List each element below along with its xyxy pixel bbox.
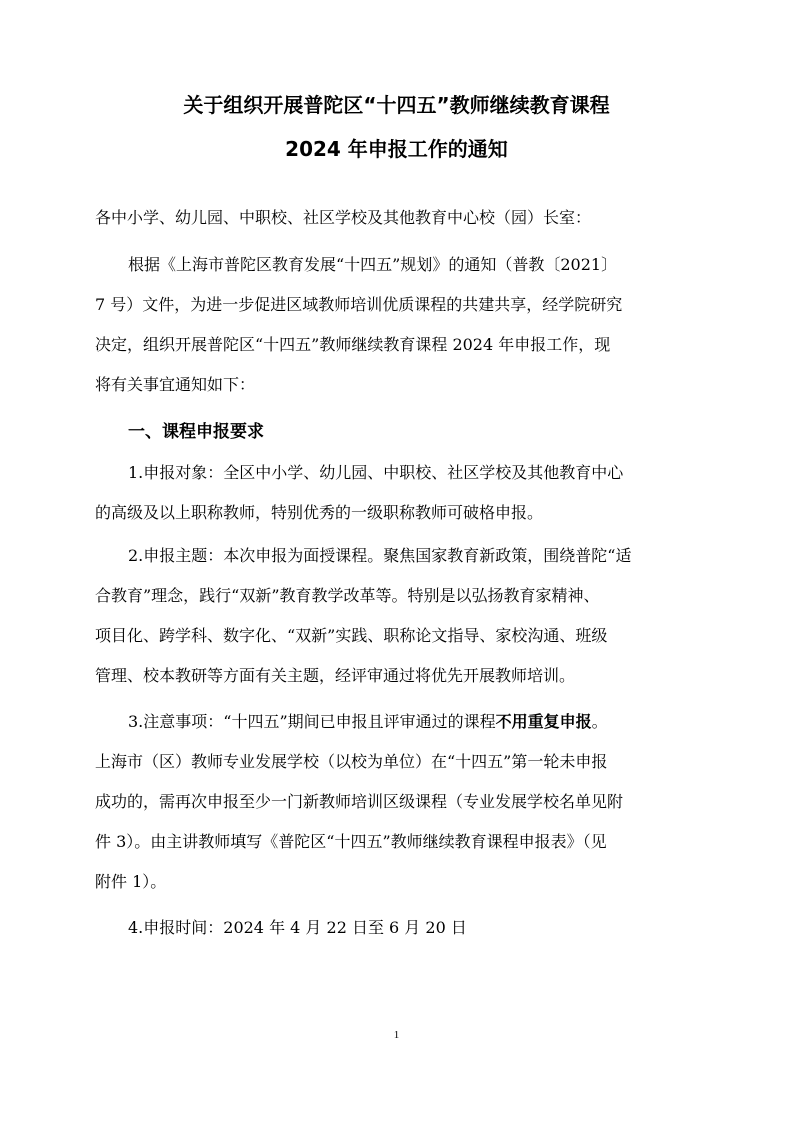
item-3-line-1-text: 3.注意事项：“十四五”期间已申报且评审通过的课程 xyxy=(128,712,496,731)
item-3-line-1-end: 。 xyxy=(591,712,608,731)
item-2-line-4: 管理、校本教研等方面有关主题，经评审通过将优先开展教师培训。 xyxy=(95,666,576,685)
item-3-line-2: 上海市（区）教师专业发展学校（以校为单位）在“十四五”第一轮未申报 xyxy=(95,752,608,771)
item-4-line-1: 4.申报时间：2024 年 4 月 22 日至 6 月 20 日 xyxy=(128,918,467,937)
intro-line-1: 根据《上海市普陀区教育发展“十四五”规划》的通知（普教〔2021〕 xyxy=(128,255,618,274)
title-line-1: 关于组织开展普陀区“十四五”教师继续教育课程 xyxy=(183,93,610,117)
title-line-2: 2024 年申报工作的通知 xyxy=(285,137,508,161)
item-3-line-3: 成功的，需再次申报至少一门新教师培训区级课程（专业发展学校名单见附 xyxy=(95,792,624,811)
page-number: 1 xyxy=(393,1029,400,1041)
intro-line-2: 7 号）文件，为进一步促进区域教师培训优质课程的共建共享，经学院研究 xyxy=(95,295,623,314)
item-1-line-2: 的高级及以上职称教师，特别优秀的一级职称教师可破格申报。 xyxy=(95,503,544,522)
item-3-line-5: 附件 1）。 xyxy=(95,872,167,891)
item-2-line-3: 项目化、跨学科、数字化、“双新”实践、职称论文指导、家校沟通、班级 xyxy=(95,626,608,645)
item-3-line-1 xyxy=(128,711,608,733)
item-3-line-4: 件 3）。由主讲教师填写《普陀区“十四五”教师继续教育课程申报表》（见 xyxy=(95,832,607,851)
section-heading: 一、课程申报要求 xyxy=(128,422,264,442)
salutation: 各中小学、幼儿园、中职校、社区学校及其他教育中心校（园）长室： xyxy=(95,208,592,227)
item-1-line-1: 1.申报对象：全区中小学、幼儿园、中职校、社区学校及其他教育中心 xyxy=(128,463,624,482)
intro-line-4: 将有关事宜通知如下： xyxy=(95,375,256,394)
item-2-line-1: 2.申报主题：本次申报为面授课程。聚焦国家教育新政策，围绕普陀“适 xyxy=(128,546,632,565)
intro-line-3: 决定，组织开展普陀区“十四五”教师继续教育课程 2024 年申报工作，现 xyxy=(95,335,611,354)
item-2-line-2: 合教育”理念，践行“双新”教育教学改革等。特别是以弘扬教育家精神、 xyxy=(95,586,600,605)
item-3-emphasis: 不用重复申报 xyxy=(495,712,592,731)
